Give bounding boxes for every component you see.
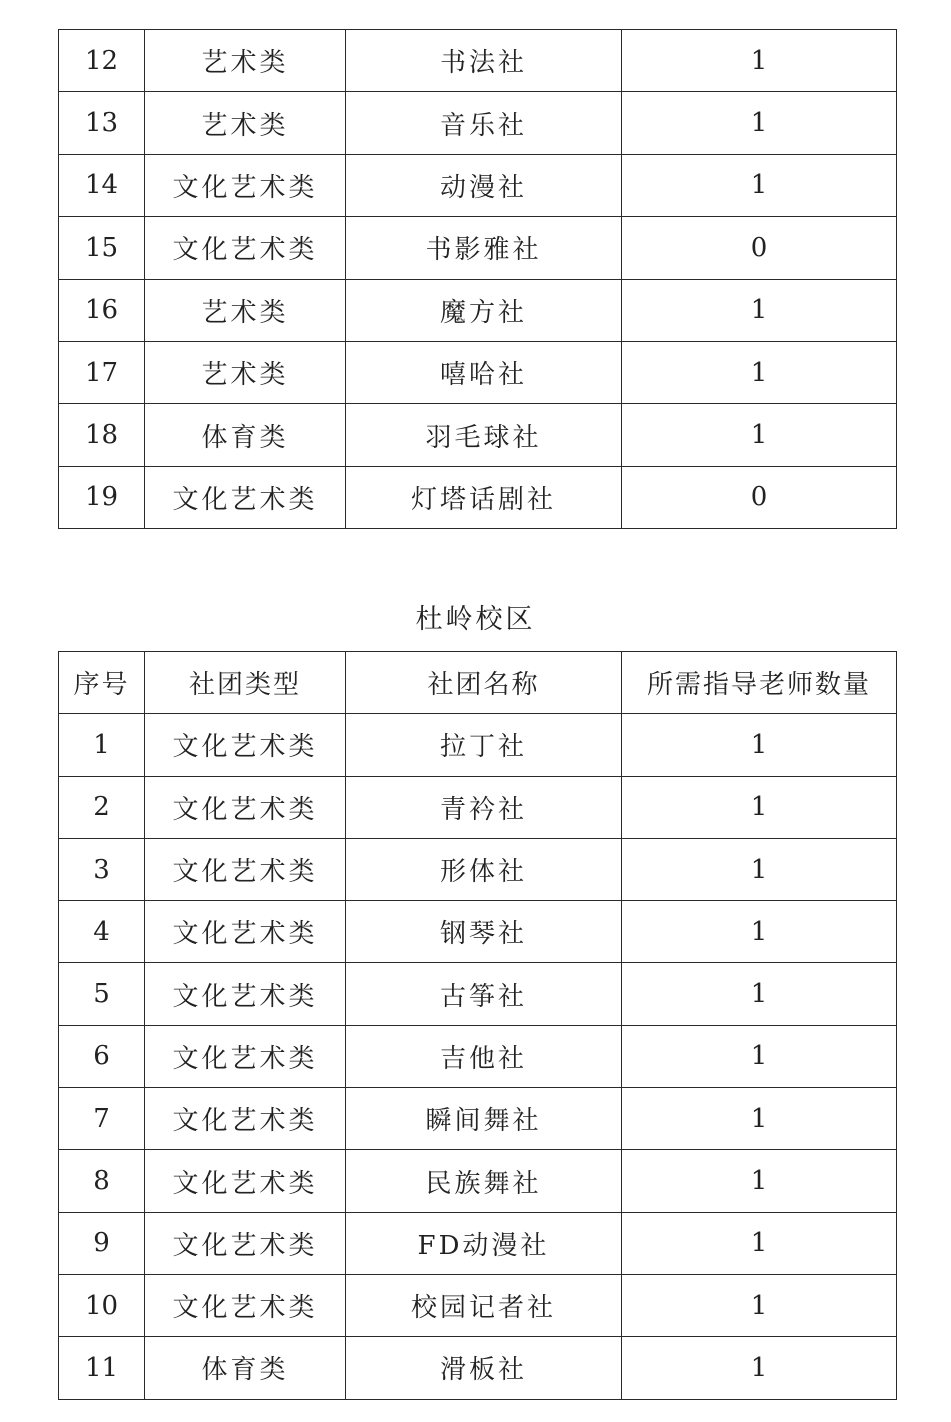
table-row [59, 217, 897, 279]
cell-advisor-count: 1 [622, 1150, 897, 1212]
table-row [59, 1088, 897, 1150]
cell-club-name: FD动漫社 [346, 1212, 622, 1274]
cell-advisor-count: 1 [622, 901, 897, 963]
cell-serial-number: 7 [59, 1088, 145, 1150]
cell-serial-number: 1 [59, 714, 145, 776]
table-row [59, 1337, 897, 1399]
cell-advisor-count: 1 [622, 838, 897, 900]
cell-club-name: 青衿社 [346, 776, 622, 838]
cell-club-type: 艺术类 [145, 341, 346, 403]
cell-advisor-count: 1 [622, 1212, 897, 1274]
cell-advisor-count: 1 [622, 154, 897, 216]
cell-club-type: 文化艺术类 [145, 1150, 346, 1212]
table-row [59, 154, 897, 216]
cell-advisor-count: 1 [622, 1337, 897, 1399]
campus-title: 杜岭校区 [415, 604, 536, 635]
cell-club-name: 拉丁社 [346, 714, 622, 776]
cell-serial-number: 4 [59, 901, 145, 963]
cell-serial-number: 18 [59, 404, 145, 466]
cell-serial-number: 12 [59, 30, 145, 92]
cell-club-name: 钢琴社 [346, 901, 622, 963]
cell-club-name: 魔方社 [346, 279, 622, 341]
cell-serial-number: 16 [59, 279, 145, 341]
cell-advisor-count: 1 [622, 1088, 897, 1150]
cell-club-name: 吉他社 [346, 1025, 622, 1087]
cell-advisor-count: 1 [622, 1025, 897, 1087]
cell-club-name: 灯塔话剧社 [346, 466, 622, 528]
table-row [59, 92, 897, 154]
table-row [59, 1150, 897, 1212]
cell-club-name: 古筝社 [346, 963, 622, 1025]
club-table-continued [58, 29, 897, 529]
cell-club-type: 文化艺术类 [145, 1088, 346, 1150]
cell-club-name: 民族舞社 [346, 1150, 622, 1212]
table-row [59, 341, 897, 403]
header-serial-number: 序号 [59, 652, 145, 714]
cell-serial-number: 6 [59, 1025, 145, 1087]
cell-club-name: 羽毛球社 [346, 404, 622, 466]
table-row [59, 466, 897, 528]
table-row [59, 714, 897, 776]
cell-club-type: 文化艺术类 [145, 901, 346, 963]
table-row [59, 279, 897, 341]
cell-advisor-count: 1 [622, 776, 897, 838]
cell-serial-number: 13 [59, 92, 145, 154]
cell-club-name: 书影雅社 [346, 217, 622, 279]
cell-club-type: 体育类 [145, 404, 346, 466]
cell-advisor-count: 1 [622, 279, 897, 341]
table-row [59, 404, 897, 466]
cell-advisor-count: 1 [622, 92, 897, 154]
cell-club-type: 艺术类 [145, 92, 346, 154]
table-row [59, 901, 897, 963]
cell-club-type: 文化艺术类 [145, 1025, 346, 1087]
table-header-row [59, 652, 897, 714]
cell-club-type: 文化艺术类 [145, 1212, 346, 1274]
table-row [59, 1212, 897, 1274]
cell-club-name: 滑板社 [346, 1337, 622, 1399]
cell-club-type: 艺术类 [145, 30, 346, 92]
cell-advisor-count: 0 [622, 217, 897, 279]
cell-advisor-count: 1 [622, 30, 897, 92]
cell-club-name: 动漫社 [346, 154, 622, 216]
cell-club-type: 文化艺术类 [145, 714, 346, 776]
cell-serial-number: 5 [59, 963, 145, 1025]
cell-club-type: 文化艺术类 [145, 1274, 346, 1336]
cell-advisor-count: 1 [622, 714, 897, 776]
cell-serial-number: 19 [59, 466, 145, 528]
cell-serial-number: 11 [59, 1337, 145, 1399]
cell-serial-number: 2 [59, 776, 145, 838]
cell-advisor-count: 0 [622, 466, 897, 528]
cell-serial-number: 15 [59, 217, 145, 279]
cell-club-name: 瞬间舞社 [346, 1088, 622, 1150]
table-row [59, 1274, 897, 1336]
table-row [59, 776, 897, 838]
cell-serial-number: 14 [59, 154, 145, 216]
cell-serial-number: 17 [59, 341, 145, 403]
cell-serial-number: 9 [59, 1212, 145, 1274]
cell-club-name: 书法社 [346, 30, 622, 92]
cell-serial-number: 3 [59, 838, 145, 900]
cell-club-type: 文化艺术类 [145, 776, 346, 838]
cell-club-type: 文化艺术类 [145, 838, 346, 900]
header-club-name: 社团名称 [346, 652, 622, 714]
header-club-type: 社团类型 [145, 652, 346, 714]
cell-club-name: 嘻哈社 [346, 341, 622, 403]
cell-club-type: 文化艺术类 [145, 217, 346, 279]
table-row [59, 963, 897, 1025]
cell-club-type: 文化艺术类 [145, 154, 346, 216]
cell-club-name: 形体社 [346, 838, 622, 900]
table-row [59, 30, 897, 92]
cell-advisor-count: 1 [622, 341, 897, 403]
cell-serial-number: 10 [59, 1274, 145, 1336]
cell-club-type: 文化艺术类 [145, 963, 346, 1025]
cell-advisor-count: 1 [622, 963, 897, 1025]
cell-club-type: 体育类 [145, 1337, 346, 1399]
table-row [59, 838, 897, 900]
cell-club-type: 文化艺术类 [145, 466, 346, 528]
club-table-duling [58, 651, 897, 1400]
cell-serial-number: 8 [59, 1150, 145, 1212]
table-row [59, 1025, 897, 1087]
cell-advisor-count: 1 [622, 1274, 897, 1336]
cell-club-name: 音乐社 [346, 92, 622, 154]
header-advisor-count: 所需指导老师数量 [622, 652, 897, 714]
cell-advisor-count: 1 [622, 404, 897, 466]
cell-club-name: 校园记者社 [346, 1274, 622, 1336]
cell-club-type: 艺术类 [145, 279, 346, 341]
